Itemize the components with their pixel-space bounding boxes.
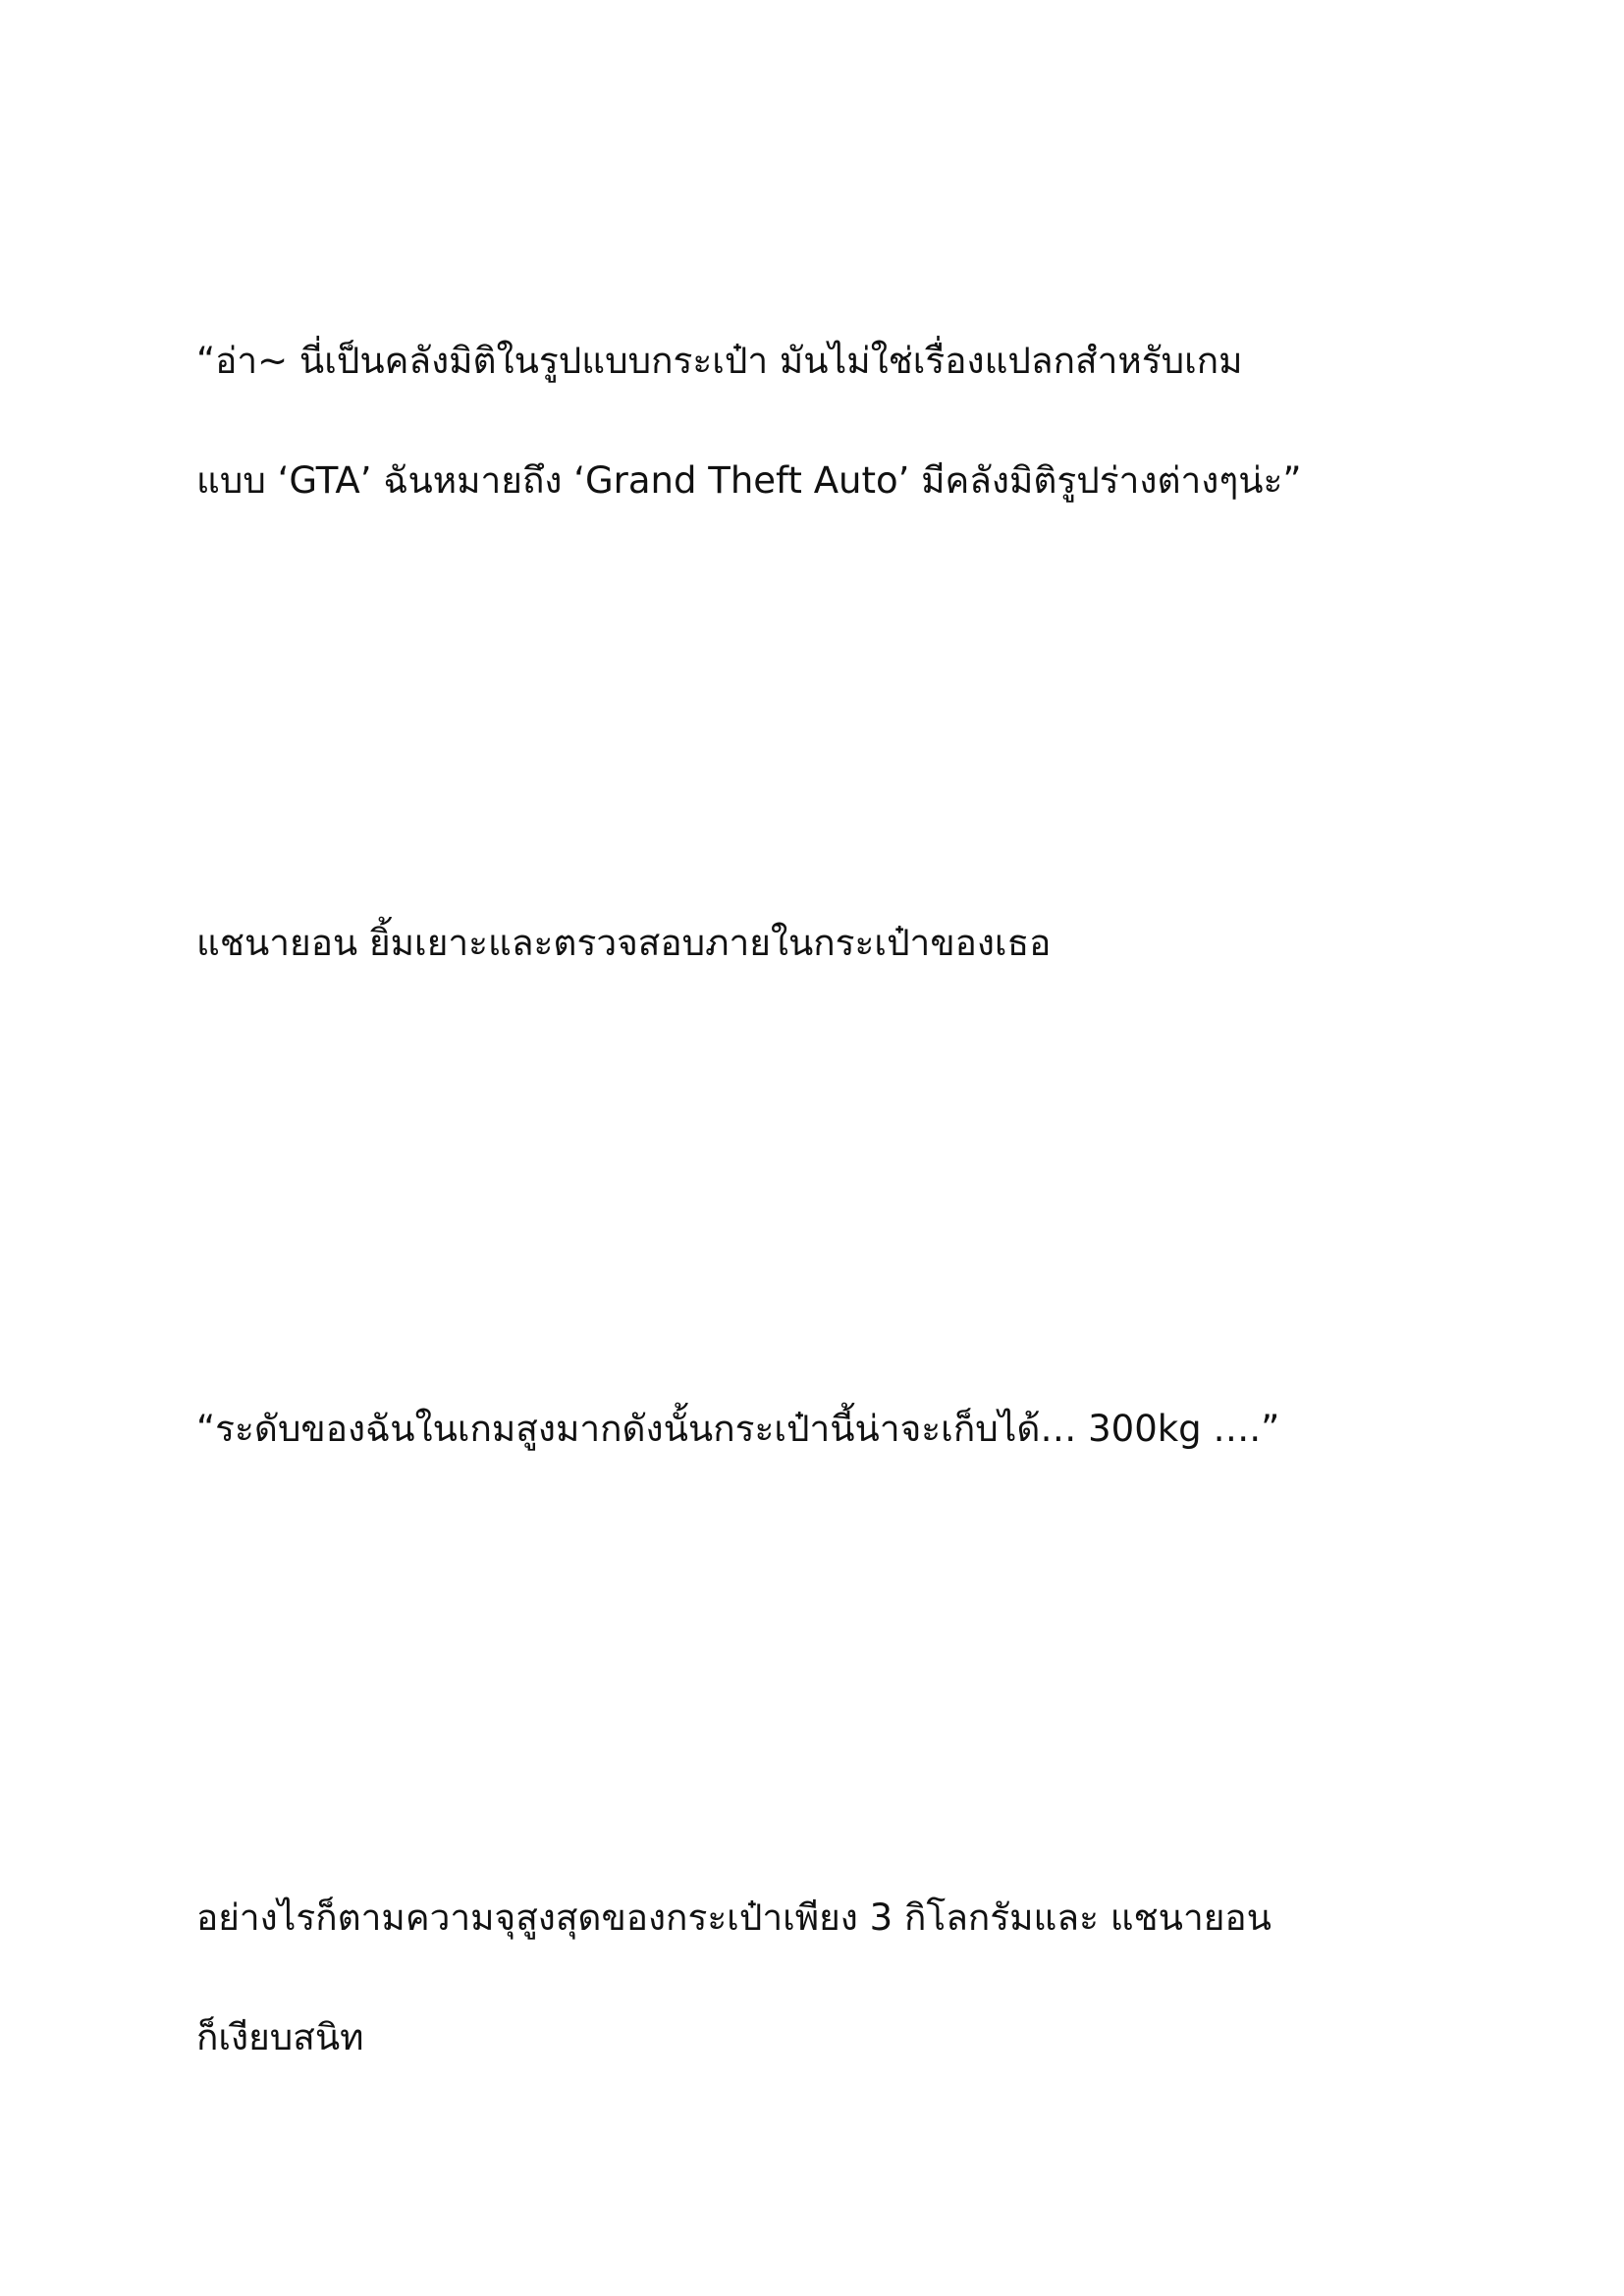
paragraph-narration-actual-capacity bbox=[196, 1893, 1473, 2063]
text-line: “ระดับของฉันในเกมสูงมากดังนั้นกระเป๋านี้น่าจะเก็บได้… 300kg ….” bbox=[196, 1408, 1280, 1450]
text-line: ก็เงียบสนิท bbox=[196, 2016, 364, 2058]
text-line: อย่างไรก็ตามความจุสูงสุดของกระเป๋าเพียง 3 กิโลกรัมและ แชนายอน bbox=[196, 1896, 1272, 1939]
paragraph-narration-inspect-bag bbox=[196, 918, 1473, 969]
text-line: แบบ ‘GTA’ ฉันหมายถึง ‘Grand Theft Auto’ มีคลังมิติรูปร่างต่างๆน่ะ” bbox=[196, 459, 1302, 502]
paragraph-dialogue-capacity-guess bbox=[196, 1404, 1473, 1455]
text-line: “อ่า~ นี่เป็นคลังมิติในรูปแบบกระเป๋า มันไม่ใช่เรื่องแปลกสำหรับเกม bbox=[196, 340, 1243, 382]
text-line: แชนายอน ยิ้มเยาะและตรวจสอบภายในกระเป๋าของเธอ bbox=[196, 922, 1052, 964]
paragraph-dialogue-dimensional-storage bbox=[196, 336, 1473, 507]
